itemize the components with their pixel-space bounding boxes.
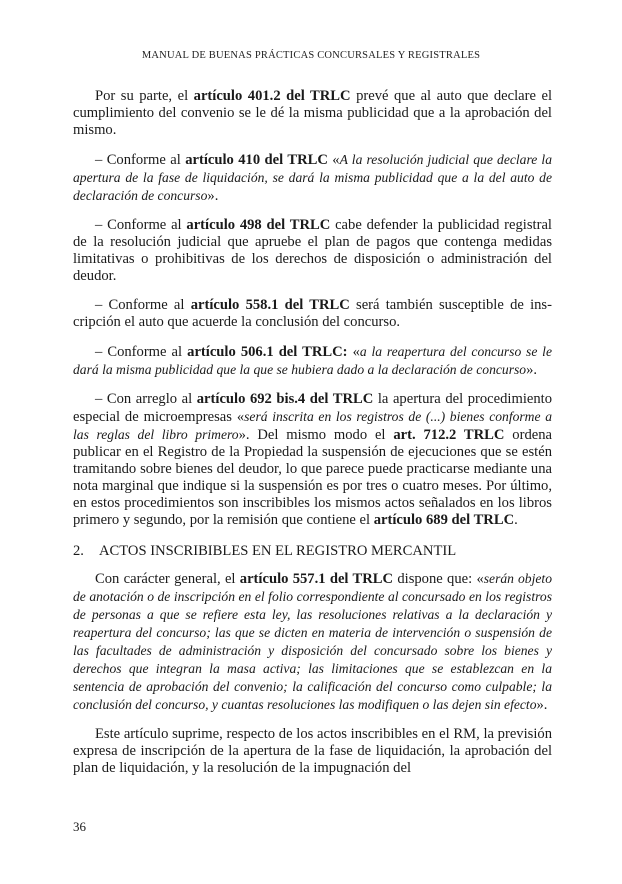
article-reference: artículo 689 del TRLC: [373, 512, 515, 528]
article-reference: art. 712.2 TRLC: [393, 427, 505, 443]
article-reference: artículo 498 del TRLC: [186, 217, 331, 233]
text-run: prevé que al auto que declare el cumplimiento del convenio se le dé la misma publicidad que a la aprobación del mismo.: [73, 88, 552, 138]
paragraph: [73, 217, 552, 285]
paragraph: [73, 570, 552, 714]
running-header: MANUAL DE BUENAS PRÁCTICAS CONCURSALES Y REGISTRALES: [141, 50, 481, 61]
paragraph: [73, 726, 552, 777]
text-run: Con carácter general, el: [95, 571, 240, 587]
article-reference: artículo 401.2 del TRLC: [193, 88, 351, 104]
text-run: – Conforme al: [95, 297, 191, 313]
text-run: .: [514, 512, 518, 528]
section-number: 2.: [73, 543, 84, 559]
article-reference: artículo 692 bis.4 del TRLC: [196, 391, 374, 407]
text-run: – Conforme al: [95, 344, 188, 360]
text-run: ».: [536, 697, 548, 713]
text-run: – Conforme al: [95, 217, 187, 233]
section-heading: [73, 543, 552, 560]
text-run: «: [347, 344, 360, 360]
text-run: ». Del mismo modo el: [238, 427, 394, 443]
text-run: – Conforme al: [95, 152, 186, 168]
legal-quote: A la resolución judicial que declare la apertura de la fase de liquidación, se dará la misma publicidad que a la del auto de declaración de concurso: [73, 152, 553, 203]
body-text: [73, 88, 552, 789]
legal-quote: serán objeto de anotación o de inscripción en el folio correspondiente al concursado en los registros de personas a que se refiere esta ley, las resoluciones relativas a la declaración y reapertura del concurso; las que se dicten en materia de intervención o suspensión de las facultades de administración y disposición del concursado sobre los bienes y derechos que integran la masa activa; las limitaciones que se establezcan en la sentencia de aprobación del convenio; la calificación del concurso como culpable; la conclusión del concurso, y cuantas resoluciones las modifiquen o las dejen sin efecto: [73, 571, 552, 712]
article-reference: artículo 410 del TRLC: [185, 152, 328, 168]
text-run: dispone que: «: [393, 571, 484, 587]
text-run: la apertura del procedimiento especial de microempresas «: [73, 391, 552, 425]
article-reference: artículo 506.1 del TRLC:: [187, 344, 348, 360]
text-run: Este artículo suprime, respecto de los actos inscribibles en el RM, la previsión expresa de inscripción de la apertura de la fase de liquidación, la aprobación del plan de liquidación, y la resolución de la impugnación del: [73, 726, 552, 776]
text-run: ».: [207, 188, 219, 204]
article-reference: artículo 557.1 del TRLC: [239, 571, 394, 587]
legal-quote: será inscrita en los registros de (...) bienes conforme a las reglas del libro primero: [73, 409, 552, 442]
text-run: «: [327, 152, 340, 168]
text-run: Por su parte, el: [95, 88, 194, 104]
paragraph: [73, 391, 552, 529]
text-run: – Con arreglo al: [95, 391, 197, 407]
paragraph: [73, 88, 552, 139]
section-title: ACTOS INSCRIBIBLES EN EL REGISTRO MERCANTIL: [99, 543, 457, 559]
page-number: 36: [73, 819, 86, 834]
paragraph: [73, 297, 552, 331]
legal-quote: a la reapertura del concurso se le dará la misma publicidad que la que se hubiera dado a la declaración de concurso: [73, 344, 552, 377]
text-run: ordena publicar en el Registro de la Propiedad la suspensión de ejecuciones que se estén tramitando sobre bienes del deudor, lo que parece puede practicarse mediante una nota marginal que indique si la suspensión es por tres o cuatro meses. Por último, en estos procedimientos son inscribibles los mismos actos señalados en los libros primero y segundo, por la remisión que contiene el: [73, 427, 552, 528]
text-run: cabe defender la publicidad registral de la resolución judicial que apruebe el plan de pagos que contenga medidas limitativas o prohibitivas de los derechos de disposición o administración del deudor.: [73, 217, 552, 284]
paragraph: [73, 151, 552, 205]
article-reference: artículo 558.1 del TRLC: [190, 297, 350, 313]
paragraph-group-registro-mercantil: [73, 570, 552, 777]
text-run: ».: [526, 362, 538, 378]
paragraph-group-articles: [73, 88, 552, 529]
paragraph: [73, 343, 552, 379]
text-run: será también susceptible de inscripción el auto que acuerde la conclusión del concurso.: [73, 297, 552, 330]
